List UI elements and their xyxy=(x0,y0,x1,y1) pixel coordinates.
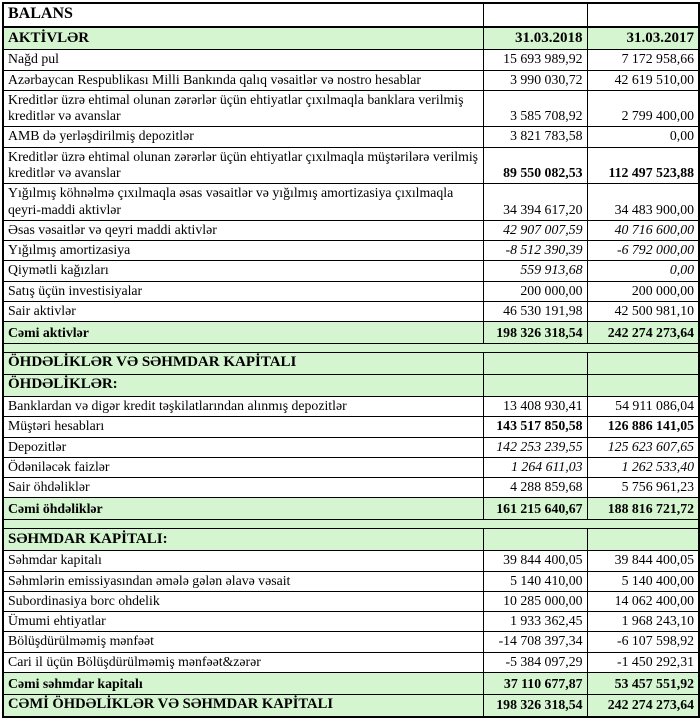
report-title: BALANS xyxy=(3,3,483,27)
value-31-03-2017: 126 886 141,05 xyxy=(587,417,699,437)
value-31-03-2017 xyxy=(587,353,699,375)
value-31-03-2018: 161 215 640,67 xyxy=(483,498,587,520)
table-row xyxy=(3,397,699,417)
value-31-03-2018 xyxy=(483,529,587,551)
value-31-03-2018: 42 907 007,59 xyxy=(483,220,587,240)
row-label: Yığılmış köhnəlmə çıxılmaqla əsas vəsaitlər və yığılmış amortizasiya çıxılmaqla qeyri-maddi aktivlər xyxy=(3,184,483,221)
row-label: Depozitlər xyxy=(3,437,483,457)
value-31-03-2017: 112 497 523,88 xyxy=(587,147,699,184)
value-31-03-2017: 0,00 xyxy=(587,261,699,281)
column-header-row xyxy=(3,27,699,50)
value-31-03-2018: 34 394 617,20 xyxy=(483,184,587,221)
section-header-row xyxy=(3,529,699,551)
value-31-03-2018: 39 844 400,05 xyxy=(483,551,587,571)
table-row xyxy=(3,184,699,221)
value-31-03-2018: 3 821 783,58 xyxy=(483,127,587,147)
row-label: Bölüşdürülməmiş mənfəət xyxy=(3,632,483,652)
table-row xyxy=(3,90,699,127)
value-31-03-2018: 143 517 850,58 xyxy=(483,417,587,437)
row-label: Satış üçün investisiyalar xyxy=(3,281,483,301)
table-row xyxy=(3,127,699,147)
assets-section-label: AKTİVLƏR xyxy=(3,27,483,50)
value-31-03-2017: 200 000,00 xyxy=(587,281,699,301)
value-31-03-2017 xyxy=(587,3,699,27)
value-31-03-2018: -14 708 397,34 xyxy=(483,632,587,652)
value-31-03-2018: 1 264 611,03 xyxy=(483,457,587,477)
value-31-03-2018: 3 585 708,92 xyxy=(483,90,587,127)
value-31-03-2018: 10 285 000,00 xyxy=(483,591,587,611)
row-label: Azərbaycan Respublikası Milli Bankında qalıq vəsaitlər və nostro hesablar xyxy=(3,70,483,90)
balance-sheet-table xyxy=(2,2,700,718)
value-31-03-2017: -1 450 292,31 xyxy=(587,652,699,672)
value-31-03-2017: 34 483 900,00 xyxy=(587,184,699,221)
row-label: Sair öhdəliklər xyxy=(3,478,483,498)
row-label: CƏMİ ÖHDƏLİKLƏR VƏ SƏHMDAR KAPİTALI xyxy=(3,695,483,717)
table-row xyxy=(3,70,699,90)
column-header-2017: 31.03.2017 xyxy=(587,27,699,50)
row-label: Yığılmış amortizasiya xyxy=(3,241,483,261)
value-31-03-2017: 54 911 086,04 xyxy=(587,397,699,417)
spacer-row xyxy=(3,344,699,353)
value-31-03-2017: 39 844 400,05 xyxy=(587,551,699,571)
value-31-03-2017: 5 756 961,23 xyxy=(587,478,699,498)
row-label: Cəmi aktivlər xyxy=(3,322,483,344)
row-label: Banklardan və digər kredit təşkilatlarından alınmış depozitlər xyxy=(3,397,483,417)
table-row xyxy=(3,612,699,632)
table-row xyxy=(3,50,699,70)
value-31-03-2017: 5 140 400,00 xyxy=(587,571,699,591)
row-label: Subordinasiya borc ohdelik xyxy=(3,591,483,611)
value-31-03-2017: 0,00 xyxy=(587,127,699,147)
value-31-03-2018: 89 550 082,53 xyxy=(483,147,587,184)
spacer-row xyxy=(3,520,699,529)
table-row xyxy=(3,417,699,437)
value-31-03-2018: 198 326 318,54 xyxy=(483,695,587,717)
value-31-03-2017: 242 274 273,64 xyxy=(587,695,699,717)
value-31-03-2018: 15 693 989,92 xyxy=(483,50,587,70)
row-label: Sair aktivlər xyxy=(3,301,483,321)
table-row xyxy=(3,147,699,184)
value-31-03-2017: -6 107 598,92 xyxy=(587,632,699,652)
value-31-03-2017: 125 623 607,65 xyxy=(587,437,699,457)
row-label: Kreditlər üzrə ehtimal olunan zərərlər üçün ehtiyatlar çıxılmaqla banklara verilmiş kreditlər və avanslar xyxy=(3,90,483,127)
total-row xyxy=(3,695,699,717)
value-31-03-2017: 7 172 958,66 xyxy=(587,50,699,70)
total-row xyxy=(3,673,699,695)
value-31-03-2018: 13 408 930,41 xyxy=(483,397,587,417)
value-31-03-2017: 188 816 721,72 xyxy=(587,498,699,520)
section-header-row xyxy=(3,375,699,397)
value-31-03-2018: 4 288 859,68 xyxy=(483,478,587,498)
row-label: Cəmi səhmdar kapitalı xyxy=(3,673,483,695)
value-31-03-2017: 53 457 551,92 xyxy=(587,673,699,695)
value-31-03-2018 xyxy=(483,3,587,27)
table-row xyxy=(3,281,699,301)
value-31-03-2018: 37 110 677,87 xyxy=(483,673,587,695)
value-31-03-2017: 242 274 273,64 xyxy=(587,322,699,344)
section-header-row xyxy=(3,353,699,375)
spacer-cell xyxy=(3,520,699,529)
row-label: Kreditlər üzrə ehtimal olunan zərərlər üçün ehtiyatlar çıxılmaqla müştərilərə verilmiş kreditlər və avanslar xyxy=(3,147,483,184)
row-label: Cəmi öhdəliklər xyxy=(3,498,483,520)
row-label: ÖHDƏLİKLƏR: xyxy=(3,375,483,397)
value-31-03-2017: 42 500 981,10 xyxy=(587,301,699,321)
row-label: ÖHDƏLİKLƏR VƏ SƏHMDAR KAPİTALI xyxy=(3,353,483,375)
table-row xyxy=(3,652,699,672)
row-label: Qiymətli kağızları xyxy=(3,261,483,281)
column-header-2018: 31.03.2018 xyxy=(483,27,587,50)
value-31-03-2018: 3 990 030,72 xyxy=(483,70,587,90)
table-row xyxy=(3,241,699,261)
table-row xyxy=(3,551,699,571)
value-31-03-2018: 200 000,00 xyxy=(483,281,587,301)
value-31-03-2017: 1 968 243,10 xyxy=(587,612,699,632)
value-31-03-2017: 1 262 533,40 xyxy=(587,457,699,477)
row-label: Ümumi ehtiyatlar xyxy=(3,612,483,632)
row-label: Səhmlərin emissiyasından əmələ gələn əlavə vəsait xyxy=(3,571,483,591)
row-label: Nağd pul xyxy=(3,50,483,70)
table-row xyxy=(3,437,699,457)
row-label: SƏHMDAR KAPİTALI: xyxy=(3,529,483,551)
row-label: AMB də yerləşdirilmiş depozitlər xyxy=(3,127,483,147)
value-31-03-2017: 14 062 400,00 xyxy=(587,591,699,611)
value-31-03-2018: -5 384 097,29 xyxy=(483,652,587,672)
row-label: Ödəniləcək faizlər xyxy=(3,457,483,477)
table-row xyxy=(3,301,699,321)
row-label: Səhmdar kapitalı xyxy=(3,551,483,571)
table-row xyxy=(3,261,699,281)
report-title-row xyxy=(3,3,699,27)
total-row xyxy=(3,322,699,344)
row-label: Cari il üçün Bölüşdürülməmiş mənfəət&zərər xyxy=(3,652,483,672)
value-31-03-2018: 198 326 318,54 xyxy=(483,322,587,344)
value-31-03-2018: 142 253 239,55 xyxy=(483,437,587,457)
table-row xyxy=(3,220,699,240)
value-31-03-2018: 1 933 362,45 xyxy=(483,612,587,632)
value-31-03-2017: -6 792 000,00 xyxy=(587,241,699,261)
table-row xyxy=(3,457,699,477)
row-label: Müştəri hesabları xyxy=(3,417,483,437)
value-31-03-2018 xyxy=(483,375,587,397)
total-row xyxy=(3,498,699,520)
table-row xyxy=(3,632,699,652)
value-31-03-2018 xyxy=(483,353,587,375)
value-31-03-2018: 559 913,68 xyxy=(483,261,587,281)
row-label: Əsas vəsaitlər və qeyri maddi aktivlər xyxy=(3,220,483,240)
value-31-03-2018: -8 512 390,39 xyxy=(483,241,587,261)
value-31-03-2017 xyxy=(587,529,699,551)
value-31-03-2017: 42 619 510,00 xyxy=(587,70,699,90)
table-row xyxy=(3,571,699,591)
value-31-03-2018: 46 530 191,98 xyxy=(483,301,587,321)
value-31-03-2017: 40 716 600,00 xyxy=(587,220,699,240)
table-row xyxy=(3,478,699,498)
value-31-03-2017: 2 799 400,00 xyxy=(587,90,699,127)
value-31-03-2017 xyxy=(587,375,699,397)
spacer-cell xyxy=(3,344,699,353)
value-31-03-2018: 5 140 410,00 xyxy=(483,571,587,591)
table-row xyxy=(3,591,699,611)
